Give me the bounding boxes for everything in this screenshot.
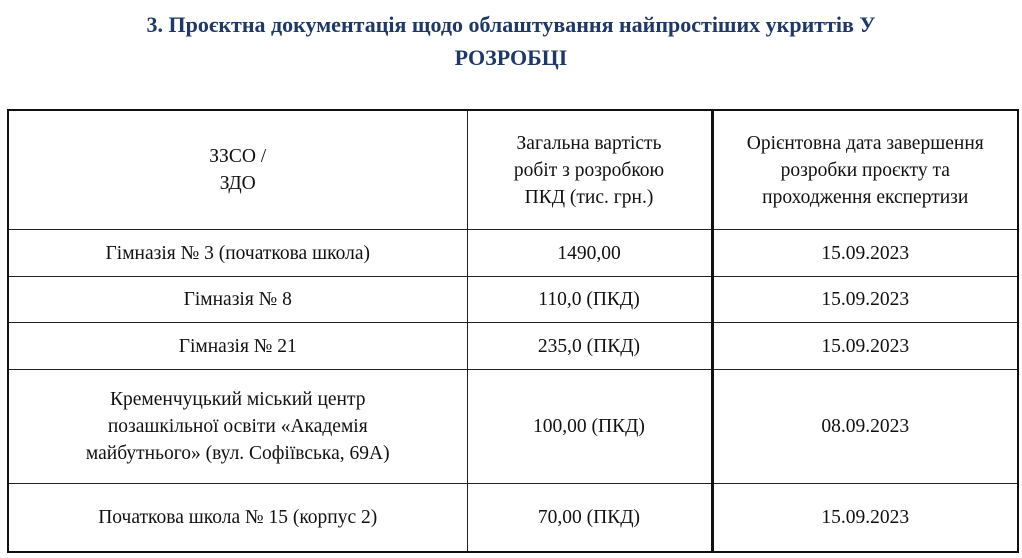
cost-cell: 1490,00 [467, 230, 712, 277]
date-cell: 15.09.2023 [712, 230, 1018, 277]
institution-name-line: Кременчуцький міський центр [109, 389, 366, 410]
table-row [8, 277, 1018, 323]
date-cell: 15.09.2023 [712, 323, 1018, 370]
header-cost-line: ПКД (тис. грн.) [524, 186, 654, 208]
cost-cell: 235,0 (ПКД) [467, 323, 712, 370]
institution-name: Гімназія № 3 (початкова школа) [105, 242, 370, 264]
date-cell: 15.09.2023 [712, 277, 1018, 323]
cost-cell: 100,00 (ПКД) [467, 370, 712, 484]
shelters-design-table [7, 109, 1019, 553]
institution-name-line: позашкільної освіти «Академія [107, 416, 368, 437]
table-row [8, 370, 1018, 484]
title-line-1: 3. Проєктна документація щодо облаштування найпростіших укриттів У [146, 12, 876, 37]
header-cost-line: Загальна вартість [516, 132, 662, 154]
institution-name: Гімназія № 8 [183, 289, 292, 310]
institution-cell [8, 370, 467, 484]
header-cost [467, 110, 712, 230]
header-date-line: проходження експертизи [762, 186, 969, 208]
institution-cell [8, 230, 467, 277]
institution-cell [8, 323, 467, 370]
table-row [8, 230, 1018, 277]
institution-name-line: майбутнього» (вул. Софіївська, 69А) [85, 443, 390, 464]
table-row [8, 323, 1018, 370]
institution-name: Гімназія № 21 [178, 335, 297, 357]
date-cell: 15.09.2023 [712, 484, 1018, 553]
cost-cell: 70,00 (ПКД) [467, 484, 712, 553]
header-institution-line: ЗДО [219, 173, 256, 194]
title-line-2: РОЗРОБЦІ [454, 45, 568, 70]
table-row [8, 484, 1018, 553]
document-title [0, 8, 1022, 74]
institution-cell [8, 484, 467, 553]
header-institution [8, 110, 467, 230]
header-institution-line: ЗЗСО / [209, 146, 267, 167]
institution-cell [8, 277, 467, 323]
header-completion-date [712, 110, 1018, 230]
cost-cell: 110,0 (ПКД) [467, 277, 712, 323]
header-date-line: розробки проєкту та [780, 159, 950, 181]
institution-name: Початкова школа № 15 (корпус 2) [98, 507, 378, 528]
date-cell: 08.09.2023 [712, 370, 1018, 484]
header-cost-line: робіт з розробкою [513, 159, 665, 181]
header-date-line: Орієнтовна дата завершення [746, 132, 984, 154]
table-header-row [8, 110, 1018, 230]
